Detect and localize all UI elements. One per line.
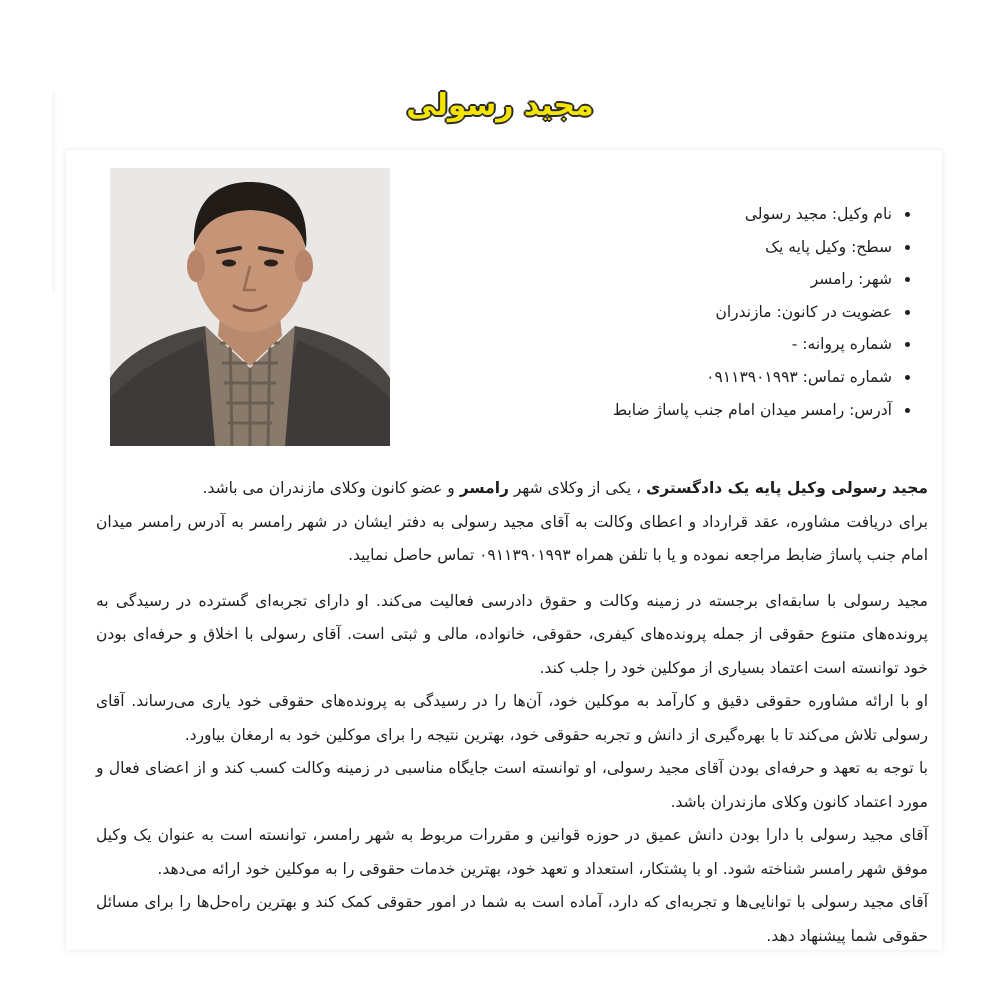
intro-part2: و عضو کانون وکلای مازندران می باشد. [202,479,460,497]
lawyer-card [66,150,942,950]
bio-paragraph-2: او با ارائه مشاوره حقوقی دقیق و کارآمد به موکلین خود، آن‌ها را در رسیدگی به پرونده‌های حقوقی خود یاری می‌رساند. آقای رسولی تلاش می‌کند تا با بهره‌گیری از دانش و تجربه حقوقی خود، بهترین نتیجه را برای موکلین خود به ارمغان بیاورد. [96,692,928,744]
intro-bold-city: رامسر [459,479,509,497]
info-name: • نام وکیل: مجید رسولی [414,198,894,231]
bio-paragraph-5: آقای مجید رسولی با توانایی‌ها و تجربه‌ای که دارد، آماده است به شما در امور حقوقی کمک کند و بهترین راه‌حل‌ها را برای مسائل حقوقی شما پیشنهاد دهد. [96,893,928,945]
page-title: مجید رسولی [406,88,594,123]
bio-paragraph-4: آقای مجید رسولی با دارا بودن دانش عمیق در حوزه قوانین و مقررات مربوط به شهر رامسر، توانسته است به عنوان یک وکیل موفق شهر رامسر شناخته شود. او با پشتکار، استعداد و تعهد خود، بهترین خدمات حقوقی را به موکلین خود ارائه می‌دهد. [96,826,928,878]
intro-paragraph [96,472,928,573]
lawyer-description [96,472,928,950]
info-address: • آدرس: رامسر میدان امام جنب پاساژ ضابط [414,394,894,427]
info-level: • سطح: وکیل پایه یک [414,231,894,264]
intro-contact-line: برای دریافت مشاوره، عقد قرارداد و اعطای وکالت به آقای مجید رسولی به دفتر ایشان در شهر رامسر به آدرس رامسر میدان امام جنب پاساژ ضابط مراجعه نموده و یا با تلفن همراه ۰۹۱۱۳۹۰۱۹۹۳ تماس حاصل نمایید. [96,512,928,564]
intro-bold-lead: مجید رسولی وکیل پایه یک دادگستری [646,479,928,497]
bio-paragraph-3: با توجه به تعهد و حرفه‌ای بودن آقای مجید رسولی، او توانسته است جایگاه مناسبی در زمینه وکالت کسب کند و از اعضای فعال و مورد اعتماد کانون وکلای مازندران باشد. [96,759,928,811]
info-license-number: • شماره پروانه: - [414,328,894,361]
bio-paragraph-1: مجید رسولی با سابقه‌ای برجسته در زمینه وکالت و حقوق دادرسی فعالیت می‌کند. او دارای تجربه‌ای گسترده در رسیدگی به پرونده‌های متنوع حقوقی از جمله پرونده‌های کیفری، حقوقی، خانواده، مالی و ثبتی است. آقای رسولی با اخلاق و حرفه‌ای بودن خود توانسته است اعتماد بسیاری از موکلین خود را جلب کند. [96,591,928,677]
info-phone: • شماره تماس: ۰۹۱۱۳۹۰۱۹۹۳ [414,361,894,394]
info-city: • شهر: رامسر [414,263,894,296]
lawyer-photo [110,168,390,446]
lawyer-info-list [414,198,912,426]
info-membership: • عضویت در کانون: مازندران [414,296,894,329]
intro-part1: ، یکی از وکلای شهر [508,479,647,497]
